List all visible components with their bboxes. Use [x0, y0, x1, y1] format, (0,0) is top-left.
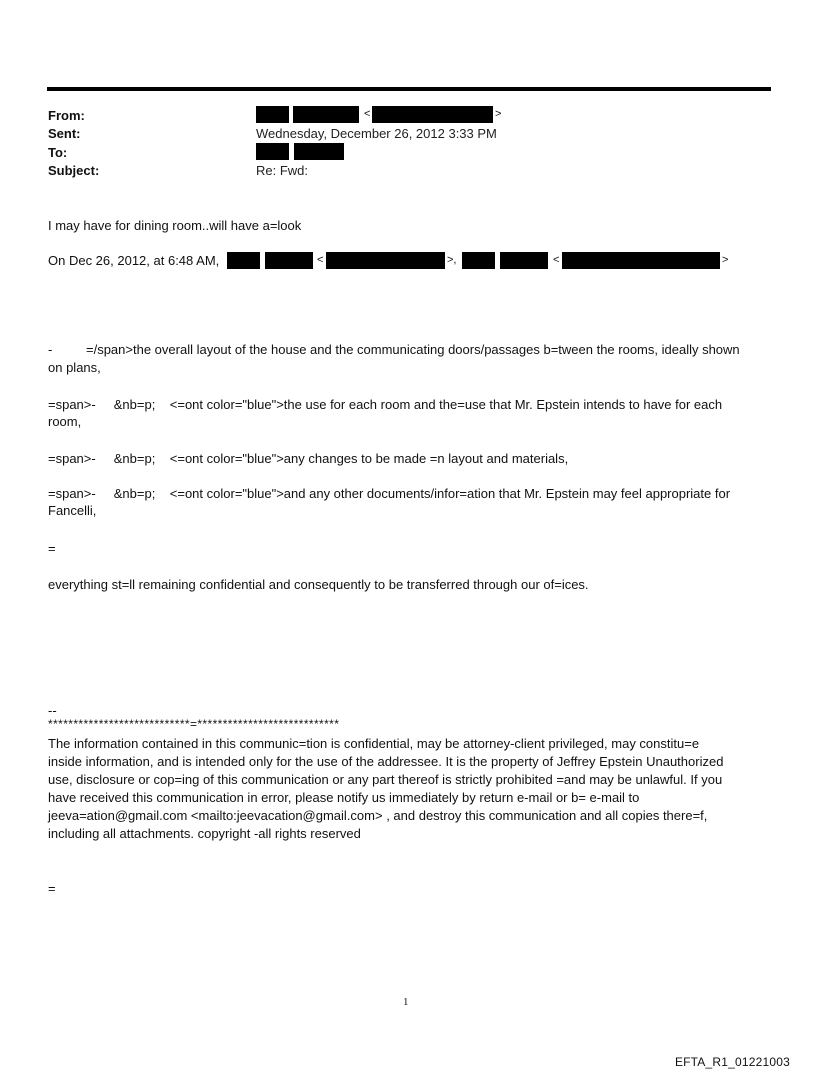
- disclaimer-line: jeeva=ation@gmail.com <mailto:jeevacation@gmail.com> , and destroy this communication and all copies there=f,: [48, 808, 708, 823]
- confidential-line: everything st=ll remaining confidential and consequently to be transferred through our of=ices.: [48, 577, 589, 592]
- bullet-text: =span>- &nb=p; <=ont color="blue">and any other documents/infor=ation that Mr. Epstein may feel appropriate for: [48, 486, 731, 501]
- on-lt: <: [553, 254, 560, 266]
- disclaimer-line: inside information, and is intended only for the use of the addressee. It is the property of Jeffrey Epstein Unauthorized: [48, 754, 724, 769]
- bullet-text: =/span>the overall layout of the house and the communicating doors/passages b=tween the rooms, ideally shown: [86, 342, 740, 357]
- on-lt: <: [317, 254, 324, 266]
- redaction-box: [372, 106, 493, 123]
- bullet-text: =span>- &nb=p; <=ont color="blue">any changes to be made =n layout and materials,: [48, 451, 569, 466]
- bullet-continuation: Fancelli,: [48, 503, 97, 518]
- redaction-box: [256, 106, 289, 123]
- redaction-box: [265, 252, 313, 269]
- on-gt: >: [722, 254, 729, 266]
- bullet-continuation: on plans,: [48, 360, 101, 375]
- disclaimer-line: The information contained in this communic=tion is confidential, may be attorney-client privileged, may constitu=e: [48, 736, 700, 751]
- equals-line: =: [48, 541, 56, 556]
- bullet-dash: -: [48, 342, 53, 357]
- signature-dashes: --: [48, 703, 57, 718]
- redaction-box: [326, 252, 445, 269]
- redaction-box: [500, 252, 548, 269]
- redaction-box: [562, 252, 720, 269]
- subject-label: Subject:: [48, 163, 100, 178]
- redaction-box: [227, 252, 260, 269]
- redaction-box: [462, 252, 495, 269]
- body-line: I may have for dining room..will have a=look: [48, 218, 302, 233]
- equals-line: =: [48, 881, 56, 896]
- star-separator: ****************************=****************************: [48, 717, 340, 731]
- disclaimer-line: including all attachments. copyright -all rights reserved: [48, 826, 361, 841]
- sent-label: Sent:: [48, 126, 81, 141]
- page-number: 1: [403, 996, 409, 1008]
- from-lt: <: [364, 108, 371, 120]
- disclaimer-line: use, disclosure or cop=ing of this communication or any part thereof is strictly prohibited =and may be unlawful. If you: [48, 772, 723, 787]
- from-gt: >: [495, 108, 502, 120]
- on-date-prefix: On Dec 26, 2012, at 6:48 AM,: [48, 253, 220, 268]
- sent-value: Wednesday, December 26, 2012 3:33 PM: [256, 126, 497, 141]
- top-rule: [47, 87, 771, 91]
- document-id: EFTA_R1_01221003: [674, 1055, 790, 1069]
- from-label: From:: [48, 108, 85, 123]
- to-label: To:: [48, 145, 68, 160]
- redaction-box: [294, 143, 344, 160]
- subject-value: Re: Fwd:: [256, 163, 309, 178]
- on-gt: >,: [447, 254, 457, 266]
- bullet-text: =span>- &nb=p; <=ont color="blue">the use for each room and the=use that Mr. Epstein intends to have for each: [48, 397, 723, 412]
- bullet-continuation: room,: [48, 414, 82, 429]
- disclaimer-line: have received this communication in error, please notify us immediately by return e-mail or b= e-mail to: [48, 790, 640, 805]
- redaction-box: [256, 143, 289, 160]
- redaction-box: [293, 106, 359, 123]
